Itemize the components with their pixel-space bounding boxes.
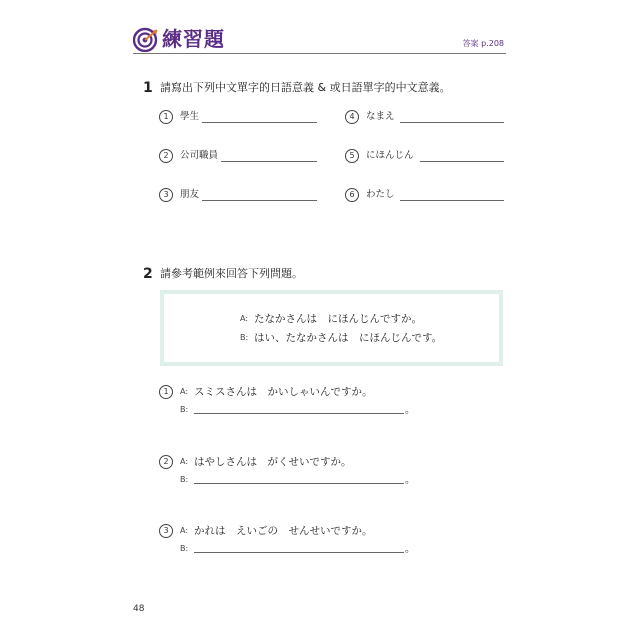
section-2-number: 2 <box>143 266 153 282</box>
item-number-3: 3 <box>159 188 173 202</box>
answer-period: 。 <box>405 475 415 486</box>
vocab-word: 學生 <box>180 111 200 122</box>
vocab-word: なまえ <box>366 111 395 122</box>
answer-line[interactable] <box>194 483 404 484</box>
answer-line[interactable] <box>202 200 317 201</box>
vocab-word: 朋友 <box>180 189 200 200</box>
example-answer: はい、たなかさんは にほんじんです。 <box>254 332 443 344</box>
vocab-word: 公司職員 <box>180 150 219 161</box>
question-speaker-a: A: <box>180 387 189 396</box>
example-box <box>160 290 503 366</box>
section-1-instruction: 請寫出下列中文單字的日語意義 & 或日語單字的中文意義。 <box>160 81 451 94</box>
answer-period: 。 <box>405 405 415 416</box>
question-number-3: 3 <box>159 524 173 538</box>
header-divider <box>133 53 506 54</box>
question-speaker-a: A: <box>180 457 189 466</box>
vocab-word: にほんじん <box>366 150 414 161</box>
answer-line[interactable] <box>420 161 504 162</box>
example-question: たなかさんは にほんじんですか。 <box>254 313 422 325</box>
question-speaker-a: A: <box>180 526 189 535</box>
item-number-2: 2 <box>159 149 173 163</box>
question-speaker-b: B: <box>180 405 189 414</box>
example-inner <box>164 294 499 362</box>
answer-line[interactable] <box>194 413 404 414</box>
question-number-2: 2 <box>159 455 173 469</box>
question-text: はやしさんは がくせいですか。 <box>194 456 352 468</box>
item-number-6: 6 <box>345 188 359 202</box>
example-speaker-b: B: <box>240 333 249 342</box>
answer-line[interactable] <box>400 200 504 201</box>
answer-reference: 答案 p.208 <box>462 39 504 48</box>
item-number-4: 4 <box>345 110 359 124</box>
question-number-1: 1 <box>159 385 173 399</box>
question-text: スミスさんは かいしゃいんですか。 <box>194 386 373 398</box>
section-2-instruction: 請參考範例來回答下列問題。 <box>160 267 303 280</box>
vocab-word: わたし <box>366 189 395 200</box>
answer-line[interactable] <box>202 122 317 123</box>
question-speaker-b: B: <box>180 475 189 484</box>
item-number-1: 1 <box>159 110 173 124</box>
question-speaker-b: B: <box>180 544 189 553</box>
answer-line[interactable] <box>400 122 504 123</box>
answer-period: 。 <box>405 544 415 555</box>
item-number-5: 5 <box>345 149 359 163</box>
target-arrow-icon <box>133 26 159 52</box>
question-text: かれは えいごの せんせいですか。 <box>194 525 373 537</box>
section-1-number: 1 <box>143 80 153 96</box>
answer-line[interactable] <box>221 161 317 162</box>
example-speaker-a: A: <box>240 314 249 323</box>
answer-line[interactable] <box>194 552 404 553</box>
page-number: 48 <box>133 604 145 614</box>
page-title: 練習題 <box>162 27 225 51</box>
